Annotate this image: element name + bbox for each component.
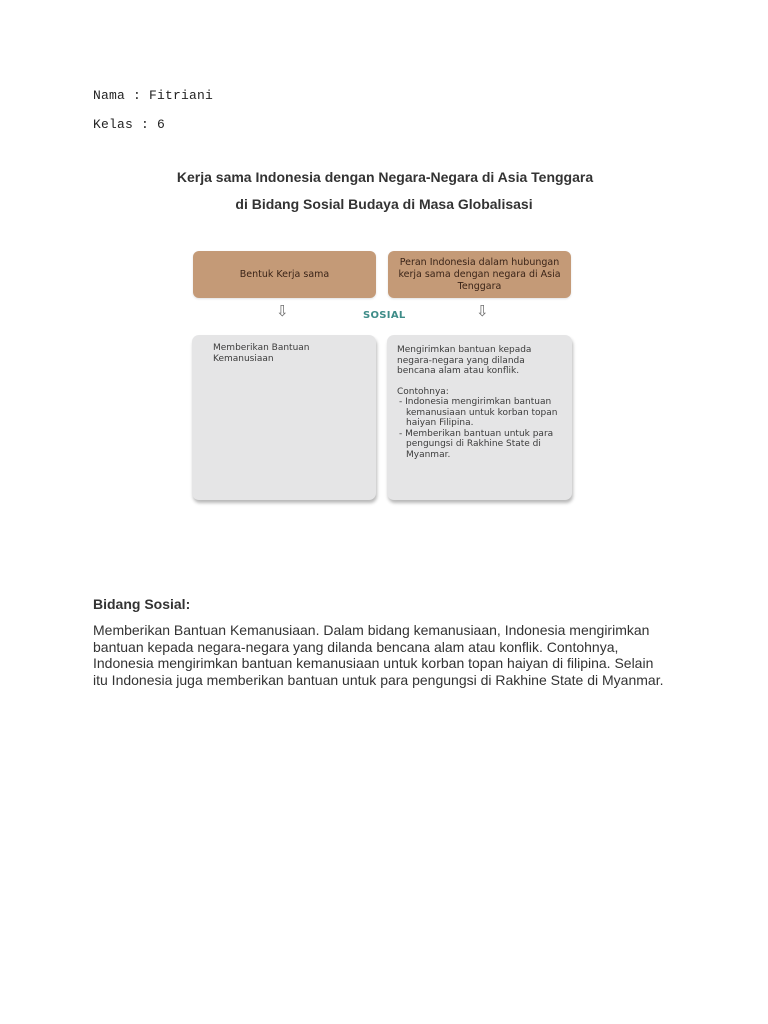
header-box-label: Bentuk Kerja sama [239,268,330,280]
header-box-indonesia-role [388,251,571,298]
card-text-line: Kemanusiaan [213,353,274,364]
cooperation-diagram [190,248,580,510]
body-text-line: Memberikan Bantuan Kemanusiaan. Dalam bidang kemanusiaan, Indonesia mengirimkan [93,622,650,638]
arrow-down-icon: ⇩ [476,302,489,320]
card-text-line: Memberikan Bantuan [213,343,310,353]
document-title-line-1: Kerja sama Indonesia dengan Negara-Negara di Asia Tenggara [176,169,594,185]
card-bullet-item: - Memberikan bantuan untuk para pengungsi di Rakhine State di Myanmar. [399,428,554,460]
section-body [93,622,683,688]
body-text-line: Indonesia mengirimkan bantuan kemanusiaan untuk korban topan haiyan di filipina. Selain [93,655,654,671]
body-text-line: itu Indonesia juga memberikan bantuan untuk para pengungsi di Rakhine State di Myanmar. [93,671,664,688]
header-box-form-of-cooperation [193,251,376,298]
card-example-label: Contohnya: [397,386,449,397]
student-class: Kelas : 6 [93,117,166,132]
body-text-line: bantuan kepada negara-negara yang dilanda bencana alam atau konflik. Contohnya, [93,638,619,655]
card-text-line: bencana alam atau konflik. [397,366,520,376]
card-text-line: negara-negara yang dilanda [397,355,525,366]
card-indonesia-role [387,335,572,500]
section-heading: Bidang Sosial: [93,596,191,612]
header-box-label: Peran Indonesia dalam hubungan kerja sama dengan negara di Asia Tenggara [398,256,561,292]
category-label: SOSIAL [363,310,406,321]
card-text-line: Mengirimkan bantuan kepada [397,345,532,355]
card-cooperation-form [192,335,376,500]
document-title-line-2: di Bidang Sosial Budaya di Masa Globalisasi [235,196,533,212]
student-name: Nama : Fitriani [93,88,214,103]
arrow-down-icon: ⇩ [276,302,289,320]
card-bullet-item: - Indonesia mengirimkan bantuan kemanusiaan untuk korban topan haiyan Filipina. [399,397,558,428]
